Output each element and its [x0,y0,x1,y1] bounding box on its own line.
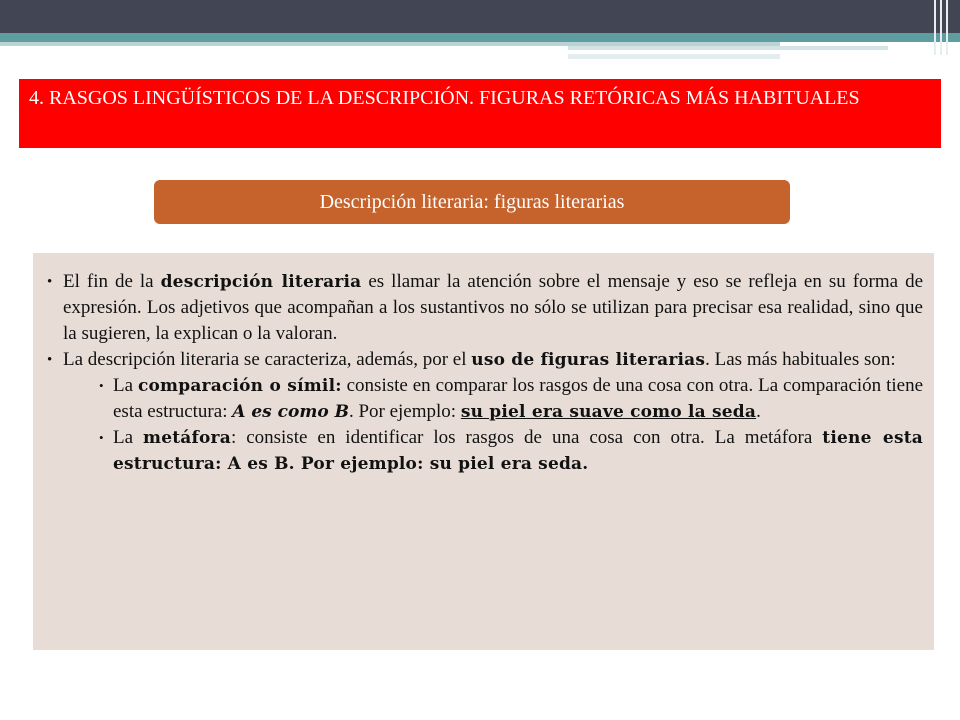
text-run: es llamar la atención sobre el mensaje y eso se refleja en su forma de expresión. Los adjetivos que acompañan a los sustantivos no sólo se utilizan para precisar esa realidad, sino que la sugieren, la explican o la valoran. [63,271,923,344]
bullet-item-figures [47,347,923,373]
bullet-list [47,269,923,477]
bullet-item-purpose [47,269,923,347]
text-run: . [756,401,761,422]
bold-underline-run: su piel era suave como la seda [460,402,757,422]
text-run: La [113,375,138,396]
sub-bullet-item-comparison [99,373,923,425]
subtitle-text: Descripción literaria: figuras literarias [319,190,625,213]
text-run: El fin de la [63,271,161,292]
subtitle-banner [154,180,790,224]
decorative-vertical-lines [934,0,952,55]
text-run: . Las más habituales son: [705,349,896,370]
text-run: consiste en comparar los rasgos de una cosa con otra. La comparación tiene esta estructura: [113,375,924,422]
bold-run: descripción literaria [160,272,362,292]
text-run: La [113,427,144,448]
text-run: La descripción literaria se caracteriza, además, por el [63,349,472,370]
top-bar [0,0,960,33]
accent-band-light-2 [568,46,888,50]
bold-run: tiene esta estructura: A es B. Por ejemplo: su piel era seda. [113,428,923,474]
bold-run: uso de figuras literarias [471,350,706,370]
accent-band [0,33,960,42]
sub-bullet-item-metaphor [99,425,923,477]
content-box [33,253,934,650]
section-title-text: 4. RASGOS LINGÜÍSTICOS DE LA DESCRIPCIÓN. FIGURAS RETÓRICAS MÁS HABITUALES [29,87,860,109]
text-run: . Por ejemplo: [348,401,461,422]
bold-run: metáfora [143,428,231,448]
section-title [19,79,941,148]
text-run: : consiste en identificar los rasgos de una cosa con otra. La metáfora [230,427,823,448]
bold-italic-run: A es como B [232,402,349,422]
accent-band-light-3 [568,54,780,59]
bold-run: comparación o símil: [137,376,342,396]
